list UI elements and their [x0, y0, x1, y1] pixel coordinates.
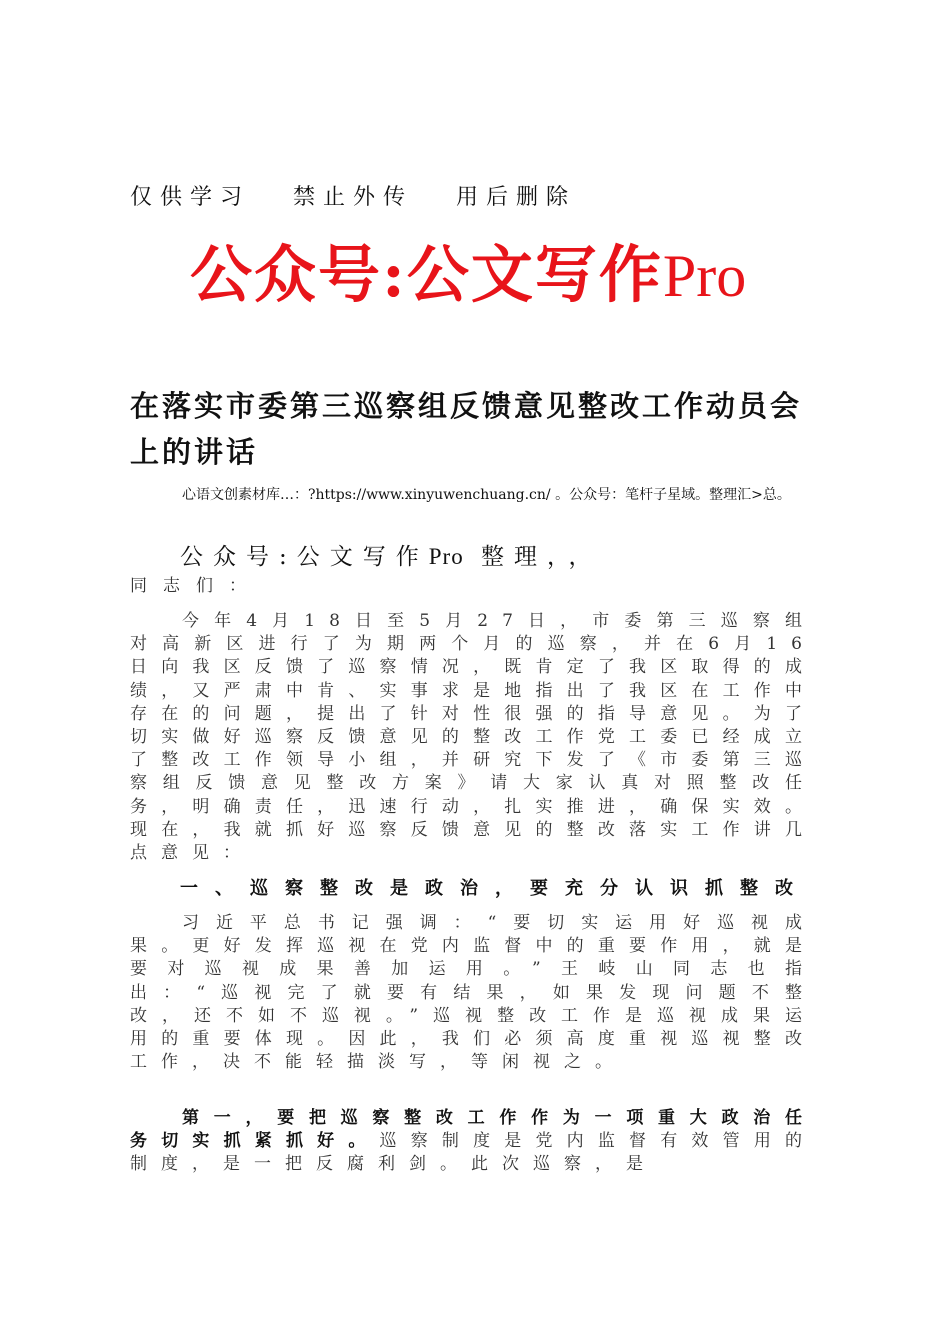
document-title: 在落实市委第三巡察组反馈意见整改工作动员会上的讲话 [130, 389, 803, 469]
section-heading-1: 一、巡察整改是政治，要充分认识抓整改 [180, 878, 810, 899]
notice-item: 用后删除 [456, 185, 577, 210]
notice-item: 仅供学习 [130, 185, 251, 210]
notice-item: 禁止外传 [293, 185, 414, 210]
paragraph-point1 [130, 1107, 816, 1177]
organizer-name: 公众号:公文写作 [180, 544, 429, 570]
brand-suffix: Pro [662, 243, 747, 309]
organizer-line [180, 538, 602, 571]
paragraph-intro: 今年4月18日至5月27日，市委第三巡察组对高新区进行了为期两个月的巡察，并在6月16日向我区反馈了巡察情况，既肯定了我区取得的成绩，又严肃中肯、实事求是地指出了我区在工作中存在的问题，提出了针对性很强的指导意见。为了切实做好巡察反馈意见的整改工作党工委已经成立了整改工作领导小组，并研究下发了《市委第三巡察组反馈意见整改方案》请大家认真对照整改任务，明确责任，迅速行动，扎实推进，确保实效。现在，我就抓好巡察反馈意见的整改落实工作讲几点意见： [130, 611, 816, 864]
point-text: 巡察制度是党内监督有效管用的制度，是一把反腐利剑。此次巡察，是 [130, 1131, 817, 1175]
organizer-suffix: Pro [428, 544, 464, 569]
organizer-action: 整理，， [481, 544, 602, 570]
usage-notice [130, 180, 604, 211]
brand-banner [190, 225, 746, 314]
paragraph-section1: 习近平总书记强调：“要切实运用好巡视成果。更好发挥巡视在党内监督中的重要作用，就是要对巡视成果善加运用。”王岐山同志也指出：“巡视完了就要有结果，如果发现问题不整改，还不如不巡视。”巡视整改工作是巡视成果运用的重要体现。因此，我们必须高度重视巡视整改工作，决不能轻描淡写，等闲视之。 [130, 913, 816, 1073]
point-heading: 第一，要把巡察整改工作作为一项重大政治任务切实抓紧抓好。 [130, 1108, 816, 1152]
brand-name: 公众号:公文写作 [190, 238, 663, 311]
greeting: 同志们： [130, 576, 262, 596]
source-note: 心语文创素材库…：?https://www.xinyuwenchuang.cn/ 。公众号：笔杆子星域。整理汇>总。 [182, 487, 791, 503]
